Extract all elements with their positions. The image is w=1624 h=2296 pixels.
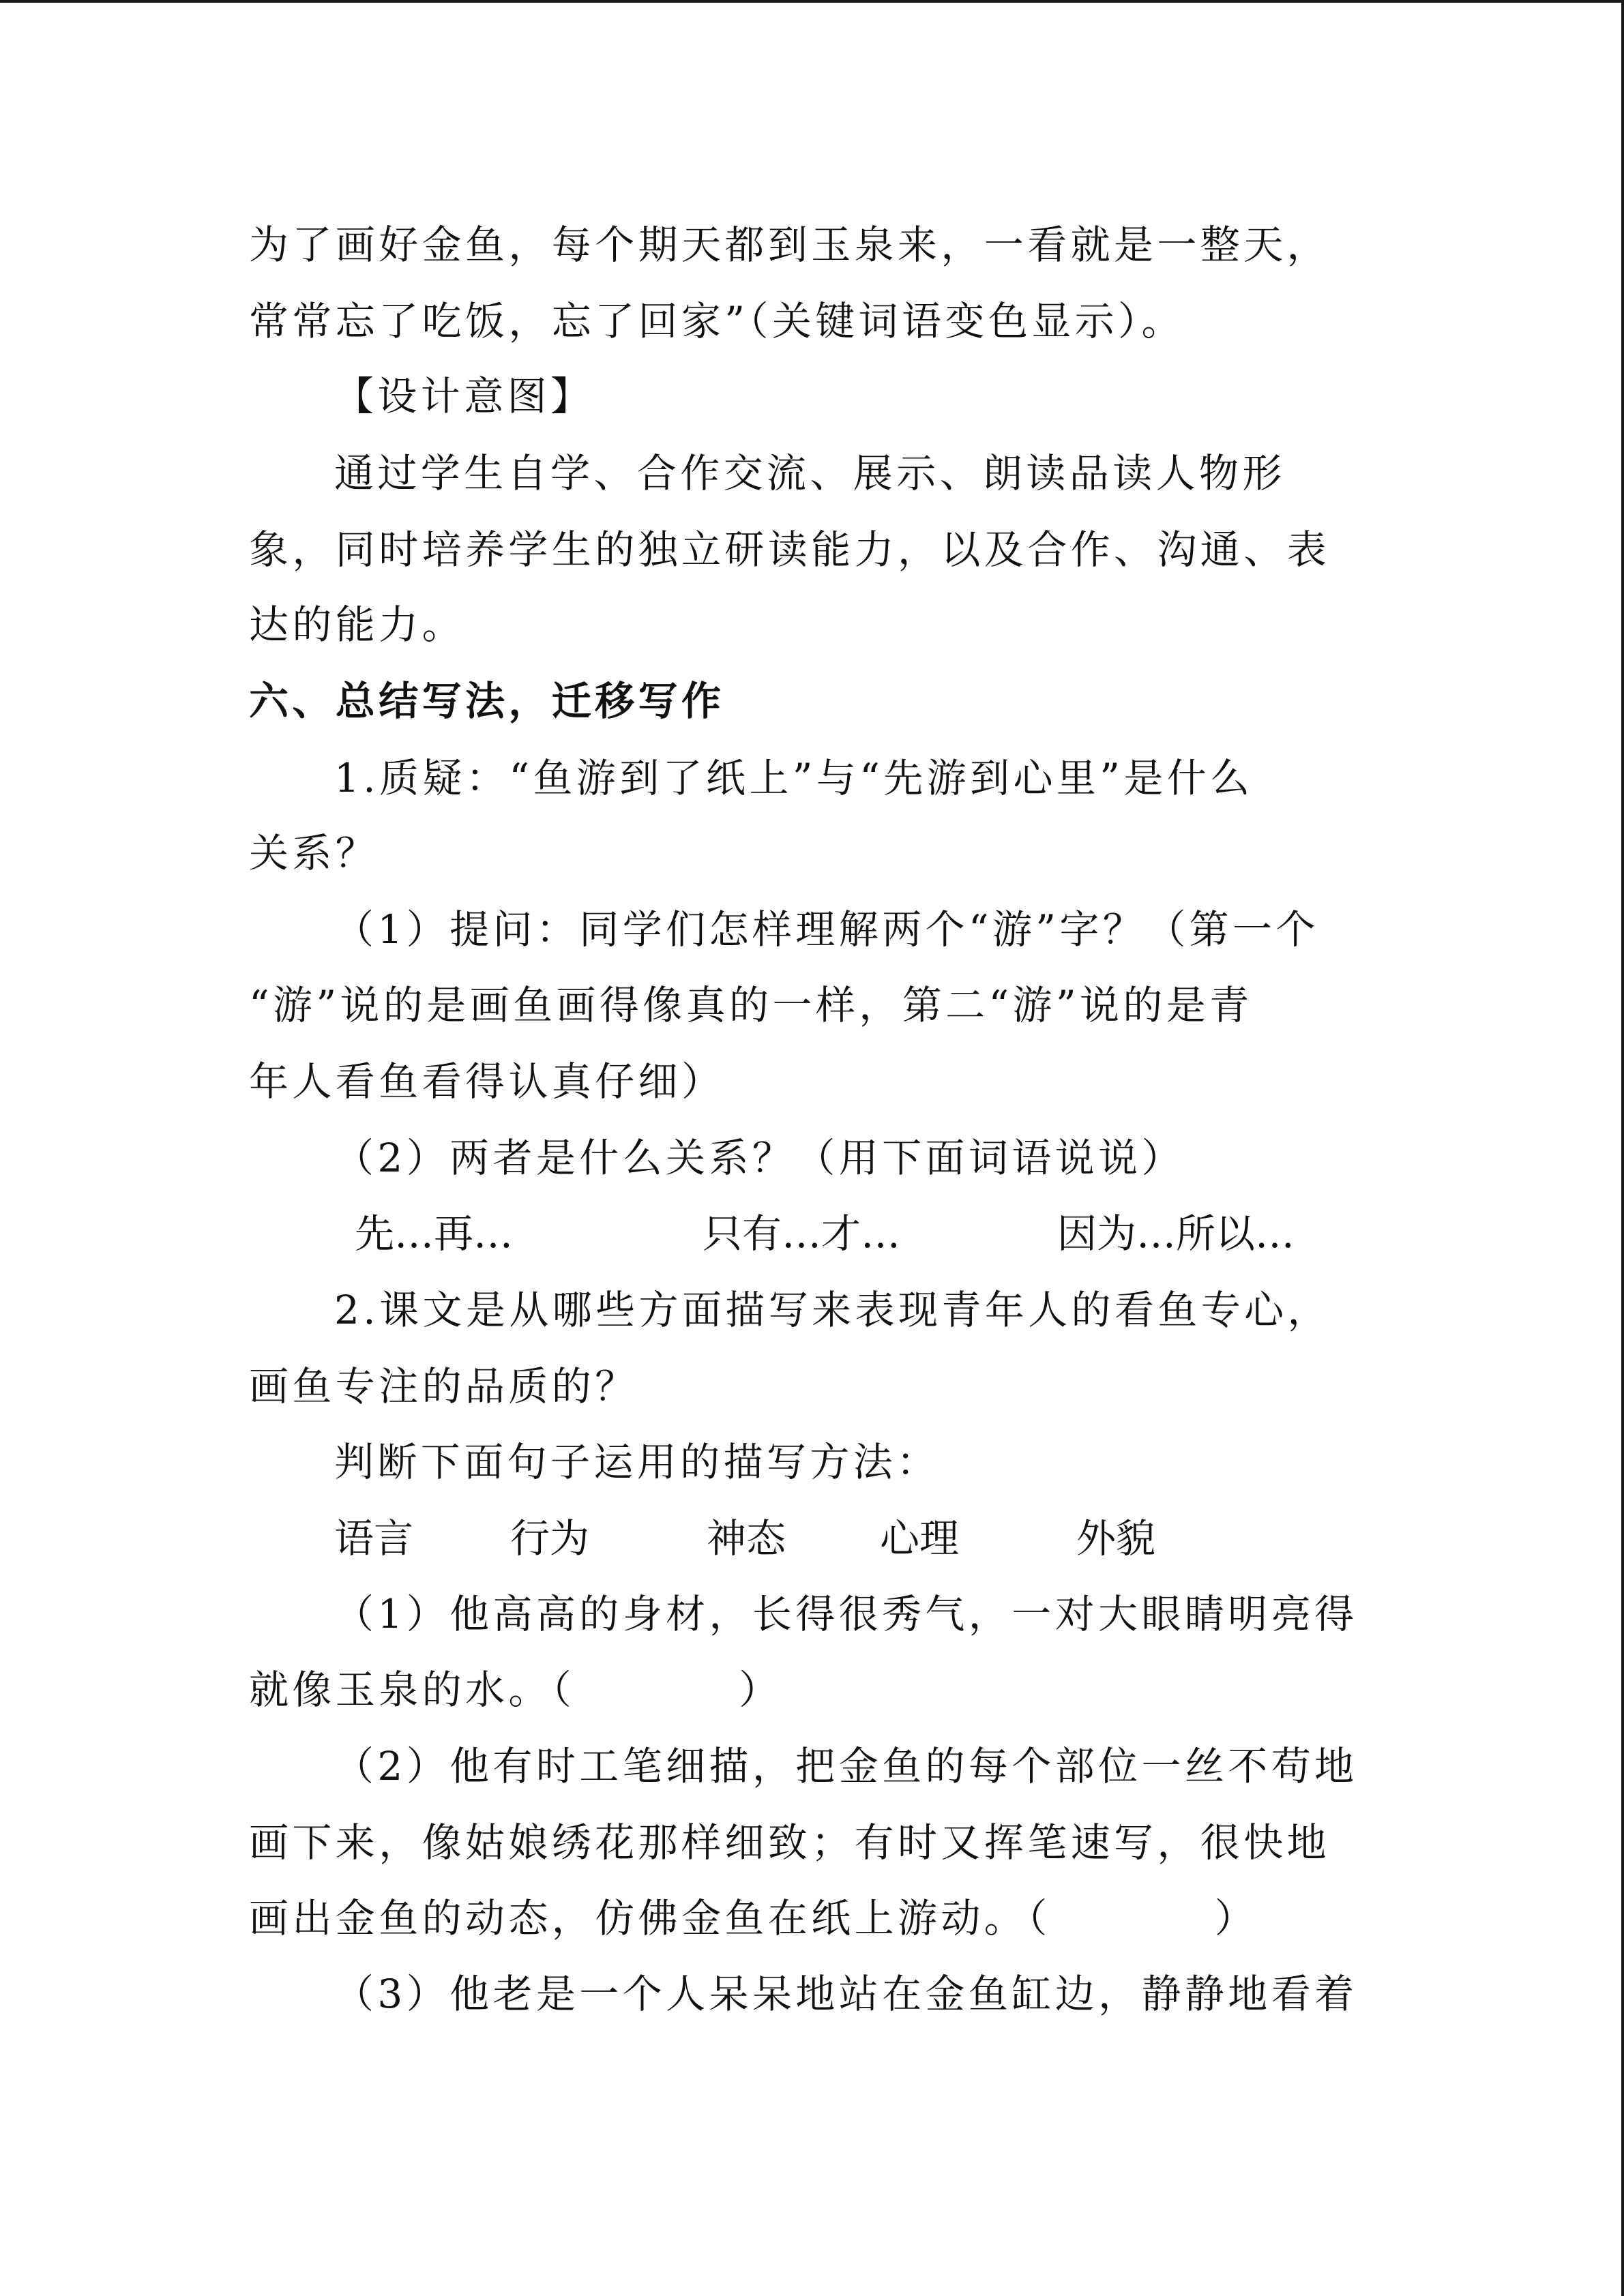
method-option: 语言 <box>334 1515 414 1562</box>
sentence-2-line-3 <box>249 1891 1258 1945</box>
sentence-2-line-1: （2）他有时工笔细描，把金鱼的每个部位一丝不苟地 <box>334 1743 1358 1789</box>
body-line-1: 为了画好金鱼，每个期天都到玉泉来，一看就是一整天， <box>249 222 1331 268</box>
design-intent-heading: 【设计意图】 <box>334 373 594 419</box>
body-line-5: 象，同时培养学生的独立研读能力，以及合作、沟通、表 <box>249 526 1331 573</box>
sentence-1-line-2 <box>249 1663 782 1717</box>
sentence-1-text: 就像玉泉的水。（ <box>249 1667 576 1713</box>
closing-bracket: ） <box>1214 1895 1258 1941</box>
question-1-line-1: 1.质疑：“鱼游到了纸上”与“先游到心里”是什么 <box>334 755 1254 801</box>
method-option: 外貌 <box>1076 1515 1156 1562</box>
method-option: 行为 <box>510 1515 590 1562</box>
page-border-right <box>1621 0 1624 2296</box>
body-line-4: 通过学生自学、合作交流、展示、朗读品读人物形 <box>334 450 1286 496</box>
body-line-2: 常常忘了吃饭，忘了回家”（关键词语变色显示）。 <box>249 298 1185 344</box>
connective-option: 先…再… <box>355 1210 514 1257</box>
sentence-3-line-1: （3）他老是一个人呆呆地站在金鱼缸边，静静地看着 <box>334 1971 1358 2017</box>
sentence-2-text: 画出金鱼的动态，仿佛金鱼在纸上游动。（ <box>249 1895 1051 1941</box>
sub-question-1-line-3: 年人看鱼看得认真仔细） <box>249 1058 725 1105</box>
sub-question-1-line-2: “游”说的是画鱼画得像真的一样，第二“游”说的是青 <box>249 982 1253 1028</box>
connective-option: 因为…所以… <box>1057 1210 1295 1257</box>
connective-option: 只有…才… <box>703 1210 901 1257</box>
question-2-line-2: 画鱼专注的品质的？ <box>249 1363 638 1410</box>
instruction-line: 判断下面句子运用的描写方法： <box>334 1439 940 1485</box>
page-border-top <box>0 0 1624 3</box>
method-option: 神态 <box>707 1515 786 1562</box>
sub-question-1-line-1: （1）提问：同学们怎样理解两个“游”字？（第一个 <box>334 906 1319 953</box>
question-2-line-1: 2.课文是从哪些方面描写来表现青年人的看鱼专心， <box>334 1287 1331 1333</box>
sub-question-2: （2）两者是什么关系？（用下面词语说说） <box>334 1135 1185 1181</box>
closing-bracket: ） <box>739 1667 782 1713</box>
sentence-2-line-2: 画下来，像姑娘绣花那样细致；有时又挥笔速写，很快地 <box>249 1819 1331 1866</box>
section-heading: 六、总结写法，迁移写作 <box>249 678 725 724</box>
question-1-line-2: 关系？ <box>249 830 379 876</box>
method-option: 心理 <box>880 1515 960 1562</box>
sentence-1-line-1: （1）他高高的身材，长得很秀气，一对大眼睛明亮得 <box>334 1591 1358 1637</box>
body-line-6: 达的能力。 <box>249 601 466 648</box>
